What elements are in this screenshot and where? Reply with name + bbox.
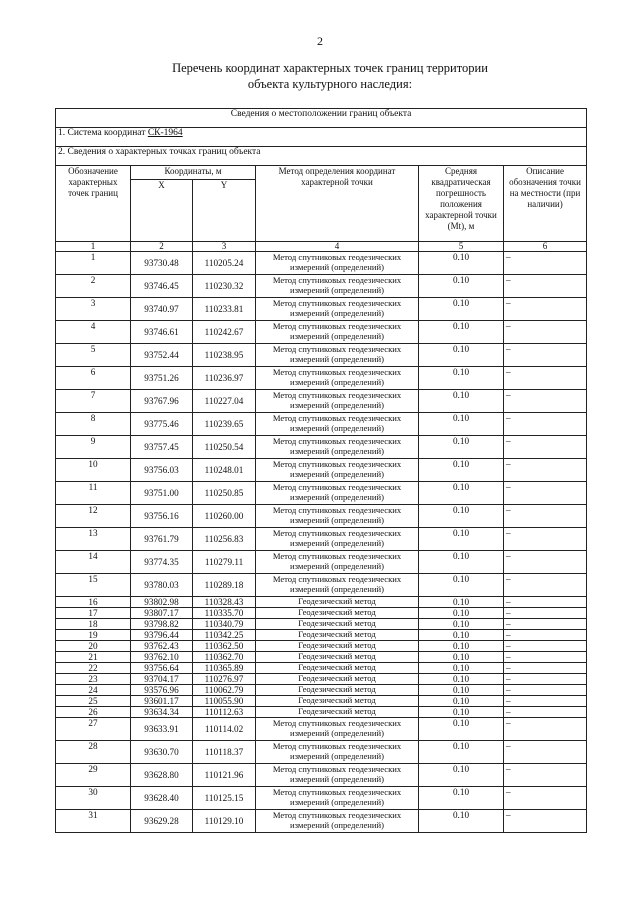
y-coordinate: 110230.32 <box>193 275 256 298</box>
precision-cell: 0.10 <box>419 787 504 810</box>
y-coordinate: 110112.63 <box>193 707 256 718</box>
precision-cell: 0.10 <box>419 696 504 707</box>
point-number: 27 <box>56 718 131 741</box>
method-cell: Геодезический метод <box>256 608 419 619</box>
point-number: 29 <box>56 764 131 787</box>
x-coordinate: 93576.96 <box>131 685 193 696</box>
precision-cell: 0.10 <box>419 344 504 367</box>
y-coordinate: 110362.50 <box>193 641 256 652</box>
table-row <box>56 275 587 298</box>
y-coordinate: 110239.65 <box>193 413 256 436</box>
method-cell: Метод спутниковых геодезических измерений (определений) <box>256 321 419 344</box>
y-coordinate: 110121.96 <box>193 764 256 787</box>
y-coordinate: 110233.81 <box>193 298 256 321</box>
x-coordinate: 93798.82 <box>131 619 193 630</box>
precision-cell: 0.10 <box>419 630 504 641</box>
table-row <box>56 413 587 436</box>
x-coordinate: 93762.43 <box>131 641 193 652</box>
point-number: 10 <box>56 459 131 482</box>
method-cell: Метод спутниковых геодезических измерений (определений) <box>256 390 419 413</box>
x-coordinate: 93730.48 <box>131 252 193 275</box>
x-coordinate: 93746.61 <box>131 321 193 344</box>
description-cell: – <box>504 459 587 482</box>
method-cell: Геодезический метод <box>256 674 419 685</box>
coordinate-system-value: СК-1964 <box>147 128 183 138</box>
method-cell: Метод спутниковых геодезических измерений (определений) <box>256 459 419 482</box>
point-number: 7 <box>56 390 131 413</box>
method-cell: Метод спутниковых геодезических измерений (определений) <box>256 413 419 436</box>
point-number: 18 <box>56 619 131 630</box>
point-number: 13 <box>56 528 131 551</box>
table-row <box>56 764 587 787</box>
y-coordinate: 110256.83 <box>193 528 256 551</box>
point-number: 24 <box>56 685 131 696</box>
precision-cell: 0.10 <box>419 597 504 608</box>
column-index: 1 <box>56 242 131 252</box>
x-coordinate: 93751.26 <box>131 367 193 390</box>
point-number: 22 <box>56 663 131 674</box>
y-coordinate: 110342.25 <box>193 630 256 641</box>
point-number: 5 <box>56 344 131 367</box>
method-cell: Метод спутниковых геодезических измерений (определений) <box>256 252 419 275</box>
y-coordinate: 110227.04 <box>193 390 256 413</box>
table-row <box>56 551 587 574</box>
description-cell: – <box>504 685 587 696</box>
method-cell: Геодезический метод <box>256 685 419 696</box>
x-coordinate: 93746.45 <box>131 275 193 298</box>
method-cell: Геодезический метод <box>256 630 419 641</box>
method-cell: Геодезический метод <box>256 663 419 674</box>
x-coordinate: 93756.03 <box>131 459 193 482</box>
x-coordinate: 93767.96 <box>131 390 193 413</box>
point-number: 9 <box>56 436 131 459</box>
x-coordinate: 93756.16 <box>131 505 193 528</box>
y-coordinate: 110362.70 <box>193 652 256 663</box>
y-coordinate: 110236.97 <box>193 367 256 390</box>
point-number: 6 <box>56 367 131 390</box>
y-coordinate: 110289.18 <box>193 574 256 597</box>
table-row <box>56 574 587 597</box>
table-row <box>56 528 587 551</box>
precision-cell: 0.10 <box>419 619 504 630</box>
table-row <box>56 459 587 482</box>
precision-cell: 0.10 <box>419 528 504 551</box>
precision-cell: 0.10 <box>419 674 504 685</box>
description-cell: – <box>504 630 587 641</box>
precision-cell: 0.10 <box>419 663 504 674</box>
description-cell: – <box>504 551 587 574</box>
y-coordinate: 110260.00 <box>193 505 256 528</box>
method-cell: Метод спутниковых геодезических измерений (определений) <box>256 551 419 574</box>
table-row <box>56 344 587 367</box>
table-row <box>56 707 587 718</box>
y-coordinate: 110238.95 <box>193 344 256 367</box>
description-cell: – <box>504 344 587 367</box>
title-line-2: объекта культурного наследия: <box>247 77 413 91</box>
y-coordinate: 110118.37 <box>193 741 256 764</box>
precision-cell: 0.10 <box>419 574 504 597</box>
point-number: 26 <box>56 707 131 718</box>
header-x: X <box>131 180 193 242</box>
method-cell: Геодезический метод <box>256 597 419 608</box>
point-number: 23 <box>56 674 131 685</box>
point-number: 21 <box>56 652 131 663</box>
precision-cell: 0.10 <box>419 275 504 298</box>
y-coordinate: 110279.11 <box>193 551 256 574</box>
table-row <box>56 630 587 641</box>
x-coordinate: 93633.91 <box>131 718 193 741</box>
description-cell: – <box>504 674 587 685</box>
precision-cell: 0.10 <box>419 252 504 275</box>
description-cell: – <box>504 718 587 741</box>
precision-cell: 0.10 <box>419 390 504 413</box>
description-cell: – <box>504 321 587 344</box>
method-cell: Метод спутниковых геодезических измерений (определений) <box>256 810 419 833</box>
table-row <box>56 390 587 413</box>
y-coordinate: 110055.90 <box>193 696 256 707</box>
x-coordinate: 93704.17 <box>131 674 193 685</box>
precision-cell: 0.10 <box>419 482 504 505</box>
precision-cell: 0.10 <box>419 413 504 436</box>
description-cell: – <box>504 597 587 608</box>
table-row <box>56 741 587 764</box>
description-cell: – <box>504 390 587 413</box>
description-cell: – <box>504 696 587 707</box>
method-cell: Геодезический метод <box>256 641 419 652</box>
x-coordinate: 93752.44 <box>131 344 193 367</box>
column-index: 6 <box>504 242 587 252</box>
method-cell: Метод спутниковых геодезических измерений (определений) <box>256 275 419 298</box>
precision-cell: 0.10 <box>419 436 504 459</box>
coordinates-table <box>55 108 587 833</box>
point-number: 16 <box>56 597 131 608</box>
method-cell: Геодезический метод <box>256 707 419 718</box>
point-number: 25 <box>56 696 131 707</box>
table-row <box>56 321 587 344</box>
table-row <box>56 652 587 663</box>
method-cell: Метод спутниковых геодезических измерений (определений) <box>256 344 419 367</box>
x-coordinate: 93628.40 <box>131 787 193 810</box>
description-cell: – <box>504 528 587 551</box>
description-cell: – <box>504 741 587 764</box>
x-coordinate: 93629.28 <box>131 810 193 833</box>
point-number: 14 <box>56 551 131 574</box>
x-coordinate: 93740.97 <box>131 298 193 321</box>
description-cell: – <box>504 641 587 652</box>
table-row <box>56 810 587 833</box>
table-row <box>56 787 587 810</box>
method-cell: Геодезический метод <box>256 619 419 630</box>
page-number: 2 <box>317 34 323 48</box>
coordinate-system <box>56 128 587 147</box>
description-cell: – <box>504 619 587 630</box>
precision-cell: 0.10 <box>419 707 504 718</box>
method-cell: Метод спутниковых геодезических измерений (определений) <box>256 482 419 505</box>
point-number: 31 <box>56 810 131 833</box>
x-coordinate: 93757.45 <box>131 436 193 459</box>
method-cell: Метод спутниковых геодезических измерений (определений) <box>256 741 419 764</box>
y-coordinate: 110335.70 <box>193 608 256 619</box>
point-number: 1 <box>56 252 131 275</box>
description-cell: – <box>504 367 587 390</box>
point-number: 8 <box>56 413 131 436</box>
description-cell: – <box>504 764 587 787</box>
method-cell: Метод спутниковых геодезических измерений (определений) <box>256 298 419 321</box>
y-coordinate: 110129.10 <box>193 810 256 833</box>
point-number: 12 <box>56 505 131 528</box>
table-row <box>56 482 587 505</box>
precision-cell: 0.10 <box>419 764 504 787</box>
description-cell: – <box>504 482 587 505</box>
table-row <box>56 685 587 696</box>
column-index: 4 <box>256 242 419 252</box>
table-row <box>56 619 587 630</box>
y-coordinate: 110062.79 <box>193 685 256 696</box>
description-cell: – <box>504 298 587 321</box>
point-number: 19 <box>56 630 131 641</box>
y-coordinate: 110248.01 <box>193 459 256 482</box>
document-title <box>120 60 540 92</box>
precision-cell: 0.10 <box>419 298 504 321</box>
title-line-1: Перечень координат характерных точек границ территории <box>172 61 488 75</box>
point-number: 11 <box>56 482 131 505</box>
column-index: 2 <box>131 242 193 252</box>
point-number: 28 <box>56 741 131 764</box>
x-coordinate: 93601.17 <box>131 696 193 707</box>
precision-cell: 0.10 <box>419 641 504 652</box>
description-cell: – <box>504 574 587 597</box>
precision-cell: 0.10 <box>419 367 504 390</box>
method-cell: Метод спутниковых геодезических измерений (определений) <box>256 718 419 741</box>
table-row <box>56 696 587 707</box>
x-coordinate: 93774.35 <box>131 551 193 574</box>
header-y: Y <box>193 180 256 242</box>
point-number: 3 <box>56 298 131 321</box>
method-cell: Геодезический метод <box>256 652 419 663</box>
method-cell: Метод спутниковых геодезических измерений (определений) <box>256 787 419 810</box>
x-coordinate: 93775.46 <box>131 413 193 436</box>
description-cell: – <box>504 810 587 833</box>
precision-cell: 0.10 <box>419 321 504 344</box>
description-cell: – <box>504 652 587 663</box>
point-number: 15 <box>56 574 131 597</box>
x-coordinate: 93762.10 <box>131 652 193 663</box>
table-row <box>56 367 587 390</box>
method-cell: Метод спутниковых геодезических измерений (определений) <box>256 574 419 597</box>
header-error: Средняя квадратическая погрешность положения характерной точки (Mt), м <box>419 166 504 242</box>
description-cell: – <box>504 252 587 275</box>
method-cell: Метод спутниковых геодезических измерений (определений) <box>256 528 419 551</box>
description-cell: – <box>504 275 587 298</box>
point-number: 30 <box>56 787 131 810</box>
x-coordinate: 93802.98 <box>131 597 193 608</box>
table-row <box>56 436 587 459</box>
header-coords: Координаты, м <box>131 166 256 180</box>
description-cell: – <box>504 707 587 718</box>
description-cell: – <box>504 663 587 674</box>
y-coordinate: 110276.97 <box>193 674 256 685</box>
point-number: 2 <box>56 275 131 298</box>
x-coordinate: 93751.00 <box>131 482 193 505</box>
table-row <box>56 505 587 528</box>
method-cell: Метод спутниковых геодезических измерений (определений) <box>256 436 419 459</box>
x-coordinate: 93807.17 <box>131 608 193 619</box>
precision-cell: 0.10 <box>419 718 504 741</box>
description-cell: – <box>504 413 587 436</box>
y-coordinate: 110242.67 <box>193 321 256 344</box>
point-number: 17 <box>56 608 131 619</box>
precision-cell: 0.10 <box>419 608 504 619</box>
column-index: 3 <box>193 242 256 252</box>
x-coordinate: 93756.64 <box>131 663 193 674</box>
table-row <box>56 641 587 652</box>
x-coordinate: 93796.44 <box>131 630 193 641</box>
table-row <box>56 298 587 321</box>
method-cell: Метод спутниковых геодезических измерений (определений) <box>256 505 419 528</box>
table-row <box>56 252 587 275</box>
y-coordinate: 110114.02 <box>193 718 256 741</box>
points-section-label: 2. Сведения о характерных точках границ объекта <box>56 147 587 166</box>
table-row <box>56 608 587 619</box>
header-description: Описание обозначения точки на местности (при наличии) <box>504 166 587 242</box>
description-cell: – <box>504 608 587 619</box>
x-coordinate: 93634.34 <box>131 707 193 718</box>
column-index: 5 <box>419 242 504 252</box>
description-cell: – <box>504 436 587 459</box>
method-cell: Геодезический метод <box>256 696 419 707</box>
y-coordinate: 110365.89 <box>193 663 256 674</box>
precision-cell: 0.10 <box>419 652 504 663</box>
table-row <box>56 674 587 685</box>
precision-cell: 0.10 <box>419 459 504 482</box>
method-cell: Метод спутниковых геодезических измерений (определений) <box>256 764 419 787</box>
x-coordinate: 93761.79 <box>131 528 193 551</box>
y-coordinate: 110340.79 <box>193 619 256 630</box>
point-number: 4 <box>56 321 131 344</box>
header-point: Обозначение характерных точек границ <box>56 166 131 242</box>
precision-cell: 0.10 <box>419 685 504 696</box>
method-cell: Метод спутниковых геодезических измерений (определений) <box>256 367 419 390</box>
point-number: 20 <box>56 641 131 652</box>
description-cell: – <box>504 505 587 528</box>
precision-cell: 0.10 <box>419 505 504 528</box>
table-row <box>56 663 587 674</box>
y-coordinate: 110250.85 <box>193 482 256 505</box>
precision-cell: 0.10 <box>419 810 504 833</box>
y-coordinate: 110125.15 <box>193 787 256 810</box>
x-coordinate: 93780.03 <box>131 574 193 597</box>
table-row <box>56 597 587 608</box>
section-title: Сведения о местоположении границ объекта <box>56 109 587 128</box>
y-coordinate: 110250.54 <box>193 436 256 459</box>
description-cell: – <box>504 787 587 810</box>
header-method: Метод определения координат характерной точки <box>256 166 419 242</box>
precision-cell: 0.10 <box>419 551 504 574</box>
x-coordinate: 93628.80 <box>131 764 193 787</box>
coordinate-system-label: 1. Система координат <box>58 128 148 138</box>
y-coordinate: 110328.43 <box>193 597 256 608</box>
y-coordinate: 110205.24 <box>193 252 256 275</box>
precision-cell: 0.10 <box>419 741 504 764</box>
table-row <box>56 718 587 741</box>
x-coordinate: 93630.70 <box>131 741 193 764</box>
